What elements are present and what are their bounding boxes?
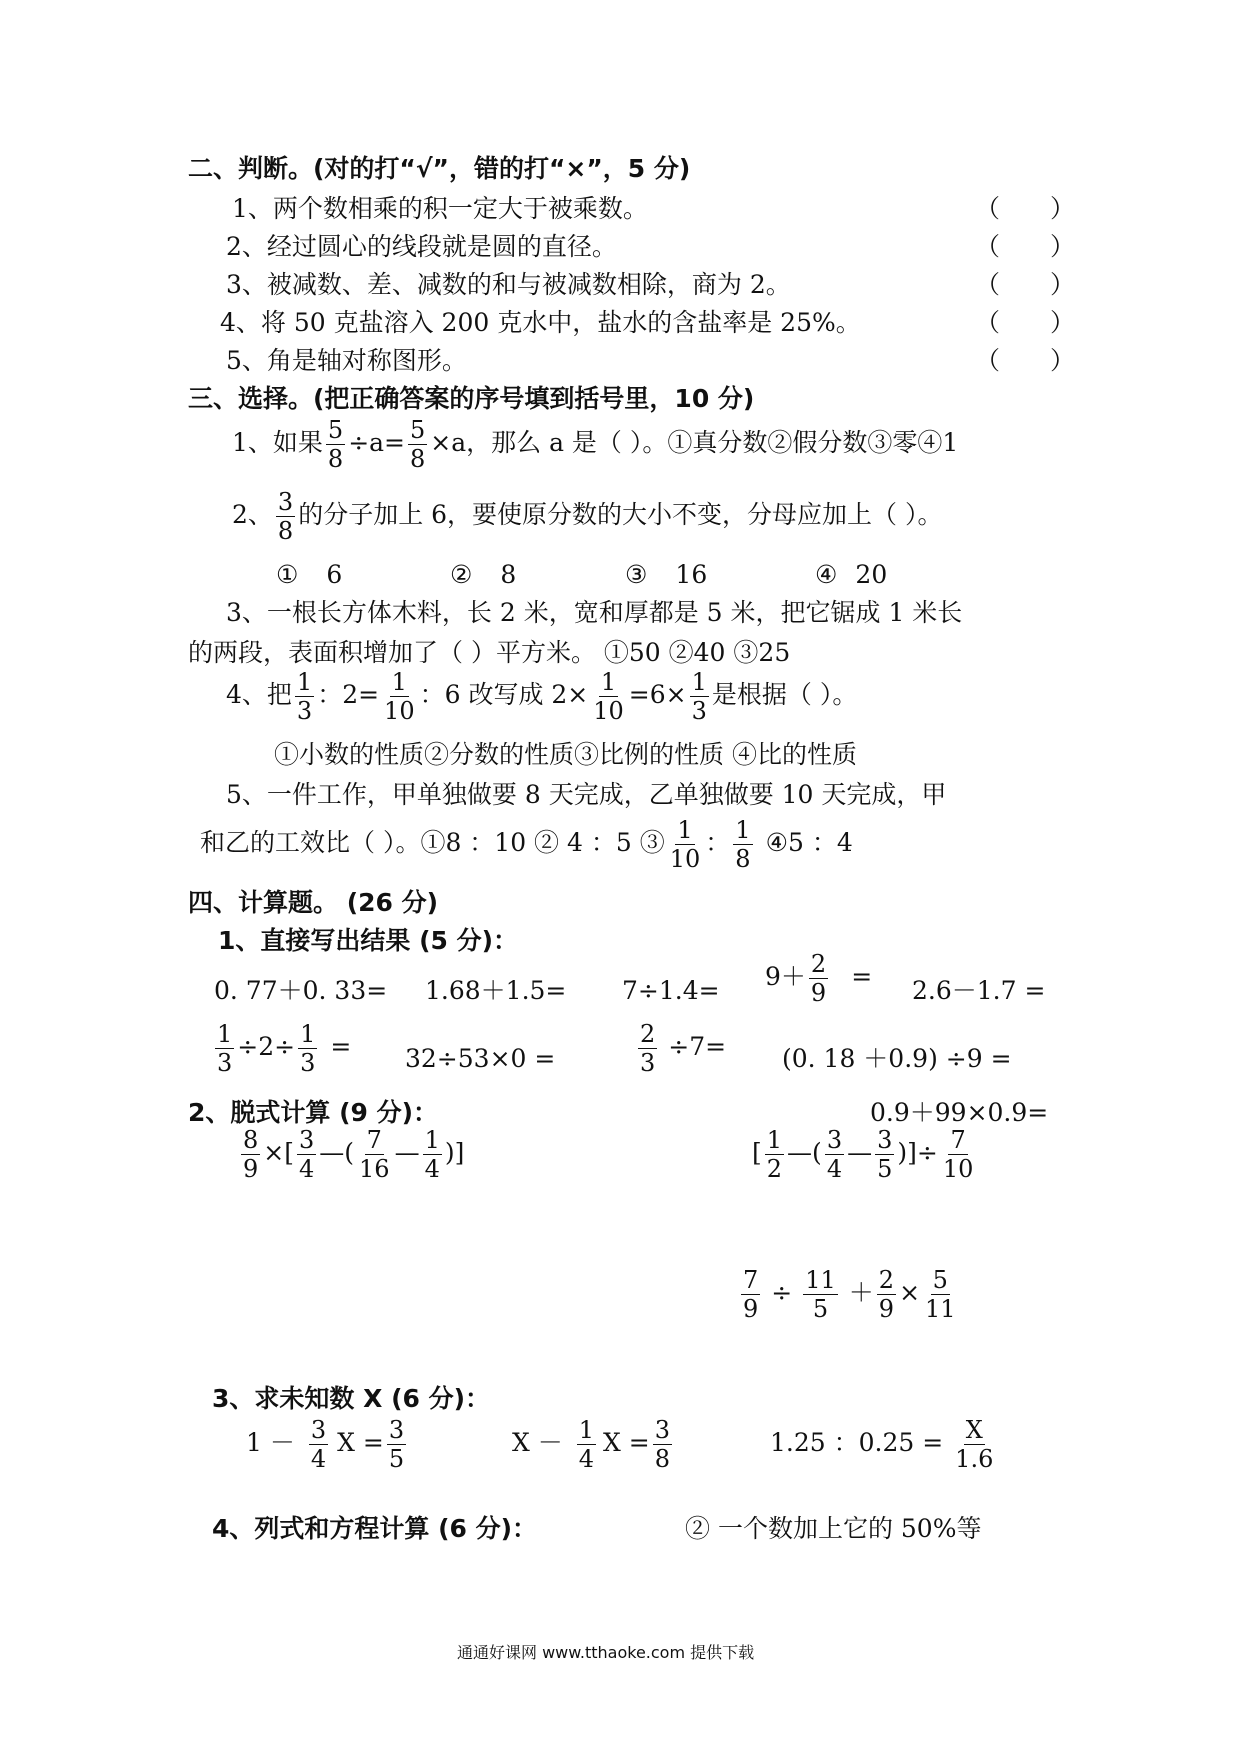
judge-item-1: 1、两个数相乘的积一定大于被乘数。 xyxy=(232,194,648,223)
equation-3: 1.25 ：0.25 = $\frac{X}{1.6}$ xyxy=(770,1416,994,1473)
calc-r2-4: (0. 18 ＋0.9) ÷9 = xyxy=(782,1044,1012,1073)
section-3-heading: 三、选择。(把正确答案的序号填到括号里，10 分) xyxy=(188,384,755,413)
answer-paren-2[interactable]: （ ） xyxy=(975,232,1076,261)
sub-heading-2: 2、脱式计算 (9 分)： xyxy=(188,1098,439,1127)
section-4-heading: 四、计算题。 (26 分) xyxy=(188,888,439,917)
fraction: $\frac{7}{9}$ xyxy=(743,1266,759,1323)
fraction: $\frac{1}{3}$ xyxy=(300,1020,316,1077)
fraction: $\frac{3}{8}$ xyxy=(277,488,294,545)
calc-r1-3: 7÷1.4= xyxy=(622,976,720,1005)
section-2-heading: 二、判断。(对的打“√”，错的打“×”，5 分) xyxy=(188,154,691,183)
fraction: $\frac{1}{4}$ xyxy=(424,1126,440,1183)
judge-item-4: 4、将 50 克盐溶入 200 克水中，盐水的含盐率是 25%。 xyxy=(220,308,861,337)
fraction: $\frac{2}{3}$ xyxy=(640,1020,656,1077)
calc-r2-1: $\frac{1}{3}$ ÷2÷ $\frac{1}{3}$ = xyxy=(217,1020,352,1077)
choice-q4-options: ①小数的性质②分数的性质③比例的性质 ④比的性质 xyxy=(274,740,857,769)
fraction: $\frac{1}{3}$ xyxy=(217,1020,233,1077)
fraction: $\frac{3}{8}$ xyxy=(654,1416,671,1473)
footer-text: 通通好课网 www.tthaoke.com 提供下载 xyxy=(457,1643,755,1662)
fraction: $\frac{1}{10}$ xyxy=(669,816,701,873)
choice-q3-line-1: 3、一根长方体木料，长 2 米，宽和厚都是 5 米，把它锯成 1 米长 xyxy=(226,598,963,627)
fraction: $\frac{5}{8}$ xyxy=(327,416,344,473)
fraction: $\frac{1}{4}$ xyxy=(578,1416,595,1473)
fraction: $\frac{7}{16}$ xyxy=(359,1126,390,1183)
fraction: $\frac{2}{9}$ xyxy=(878,1266,895,1323)
sub-heading-3: 3、求未知数 X (6 分)： xyxy=(212,1384,491,1413)
calc-r1-2: 1.68＋1.5= xyxy=(425,976,567,1005)
fraction: $\frac{7}{10}$ xyxy=(942,1126,974,1183)
judge-item-3: 3、被减数、差、减数的和与被减数相除，商为 2。 xyxy=(226,270,791,299)
expr-2: [ $\frac{1}{2}$ —( $\frac{3}{4}$ — $\frac{3}{5}$ )]÷ $\frac{7}{10}$ xyxy=(752,1126,974,1183)
fraction: $\frac{11}{5}$ xyxy=(805,1266,836,1323)
equation-1: 1 － $\frac{3}{4}$ X = $\frac{3}{5}$ xyxy=(246,1416,405,1473)
sub-heading-4: 4、列式和方程计算 (6 分)： xyxy=(212,1514,538,1543)
fraction: $\frac{X}{1.6}$ xyxy=(955,1416,994,1473)
sub-heading-2-right: 0.9＋99×0.9= xyxy=(870,1098,1049,1127)
choice-q2-option-1: ① 6 xyxy=(276,560,343,589)
choice-q2: 2、 $\frac{3}{8}$ 的分子加上 6，要使原分数的大小不变，分母应加上（ ）。 xyxy=(232,488,943,545)
fraction: $\frac{1}{8}$ xyxy=(735,816,751,873)
choice-q4: 4、把 $\frac{1}{3}$ ：2= $\frac{1}{10}$ ：6 改写成 2× $\frac{1}{10}$ =6× $\frac{1}{3}$ 是根据（ ）。 xyxy=(226,668,858,725)
choice-q2-option-3: ③ 16 xyxy=(625,560,708,589)
fraction: $\frac{3}{4}$ xyxy=(310,1416,327,1473)
calc-r2-3: $\frac{2}{3}$ ÷7= xyxy=(640,1020,727,1077)
answer-paren-3[interactable]: （ ） xyxy=(975,270,1076,299)
fraction: $\frac{1}{10}$ xyxy=(593,668,624,725)
equation-2: X － $\frac{1}{4}$ X = $\frac{3}{8}$ xyxy=(512,1416,671,1473)
fraction: $\frac{2}{9}$ xyxy=(810,950,827,1007)
choice-q2-option-2: ② 8 xyxy=(450,560,517,589)
choice-q2-option-4: ④ 20 xyxy=(815,560,888,589)
judge-item-5: 5、角是轴对称图形。 xyxy=(226,346,467,375)
word-problem-2: ② 一个数加上它的 50%等 xyxy=(685,1514,982,1543)
fraction: $\frac{1}{3}$ xyxy=(296,668,313,725)
fraction: $\frac{1}{2}$ xyxy=(766,1126,783,1183)
fraction: $\frac{5}{8}$ xyxy=(410,416,426,473)
judge-item-2: 2、经过圆心的线段就是圆的直径。 xyxy=(226,232,617,261)
calc-r1-4: 9＋ $\frac{2}{9}$ = xyxy=(765,950,873,1007)
fraction: $\frac{3}{4}$ xyxy=(298,1126,315,1183)
calc-r1-5: 2.6－1.7 = xyxy=(912,976,1046,1005)
expr-1: $\frac{8}{9}$ ×[ $\frac{3}{4}$ —( $\frac{7}{16}$ — $\frac{1}{4}$ )] xyxy=(243,1126,465,1183)
sub-heading-1: 1、直接写出结果 (5 分)： xyxy=(218,926,519,955)
fraction: $\frac{1}{10}$ xyxy=(384,668,415,725)
expr-3: $\frac{7}{9}$ ÷ $\frac{11}{5}$ ＋ $\frac{2}{9}$ × $\frac{5}{11}$ xyxy=(743,1266,956,1323)
choice-q3-line-2: 的两段，表面积增加了（ ）平方米。 ①50 ②40 ③25 xyxy=(188,638,791,667)
choice-q1: 1、如果 $\frac{5}{8}$ ÷a= $\frac{5}{8}$ ×a，那么 a 是（ ）。①真分数②假分数③零④1 xyxy=(232,416,959,473)
calc-r1-1: 0. 77＋0. 33= xyxy=(214,976,388,1005)
fraction: $\frac{3}{5}$ xyxy=(388,1416,405,1473)
choice-q5-line-2: 和乙的工效比（ ）。①8 ：10 ② 4 ：5 ③ $\frac{1}{10}$ ： $\frac{1}{8}$ ④5 ：4 xyxy=(200,816,853,873)
fraction: $\frac{3}{4}$ xyxy=(826,1126,843,1183)
answer-paren-4[interactable]: （ ） xyxy=(975,308,1076,337)
fraction: $\frac{1}{3}$ xyxy=(691,668,707,725)
fraction: $\frac{8}{9}$ xyxy=(243,1126,259,1183)
answer-paren-1[interactable]: （ ） xyxy=(975,194,1076,223)
fraction: $\frac{5}{11}$ xyxy=(925,1266,956,1323)
choice-q5-line-1: 5、一件工作，甲单独做要 8 天完成，乙单独做要 10 天完成，甲 xyxy=(226,780,947,809)
calc-r2-2: 32÷53×0 = xyxy=(405,1044,556,1073)
answer-paren-5[interactable]: （ ） xyxy=(975,346,1076,375)
fraction: $\frac{3}{5}$ xyxy=(877,1126,893,1183)
